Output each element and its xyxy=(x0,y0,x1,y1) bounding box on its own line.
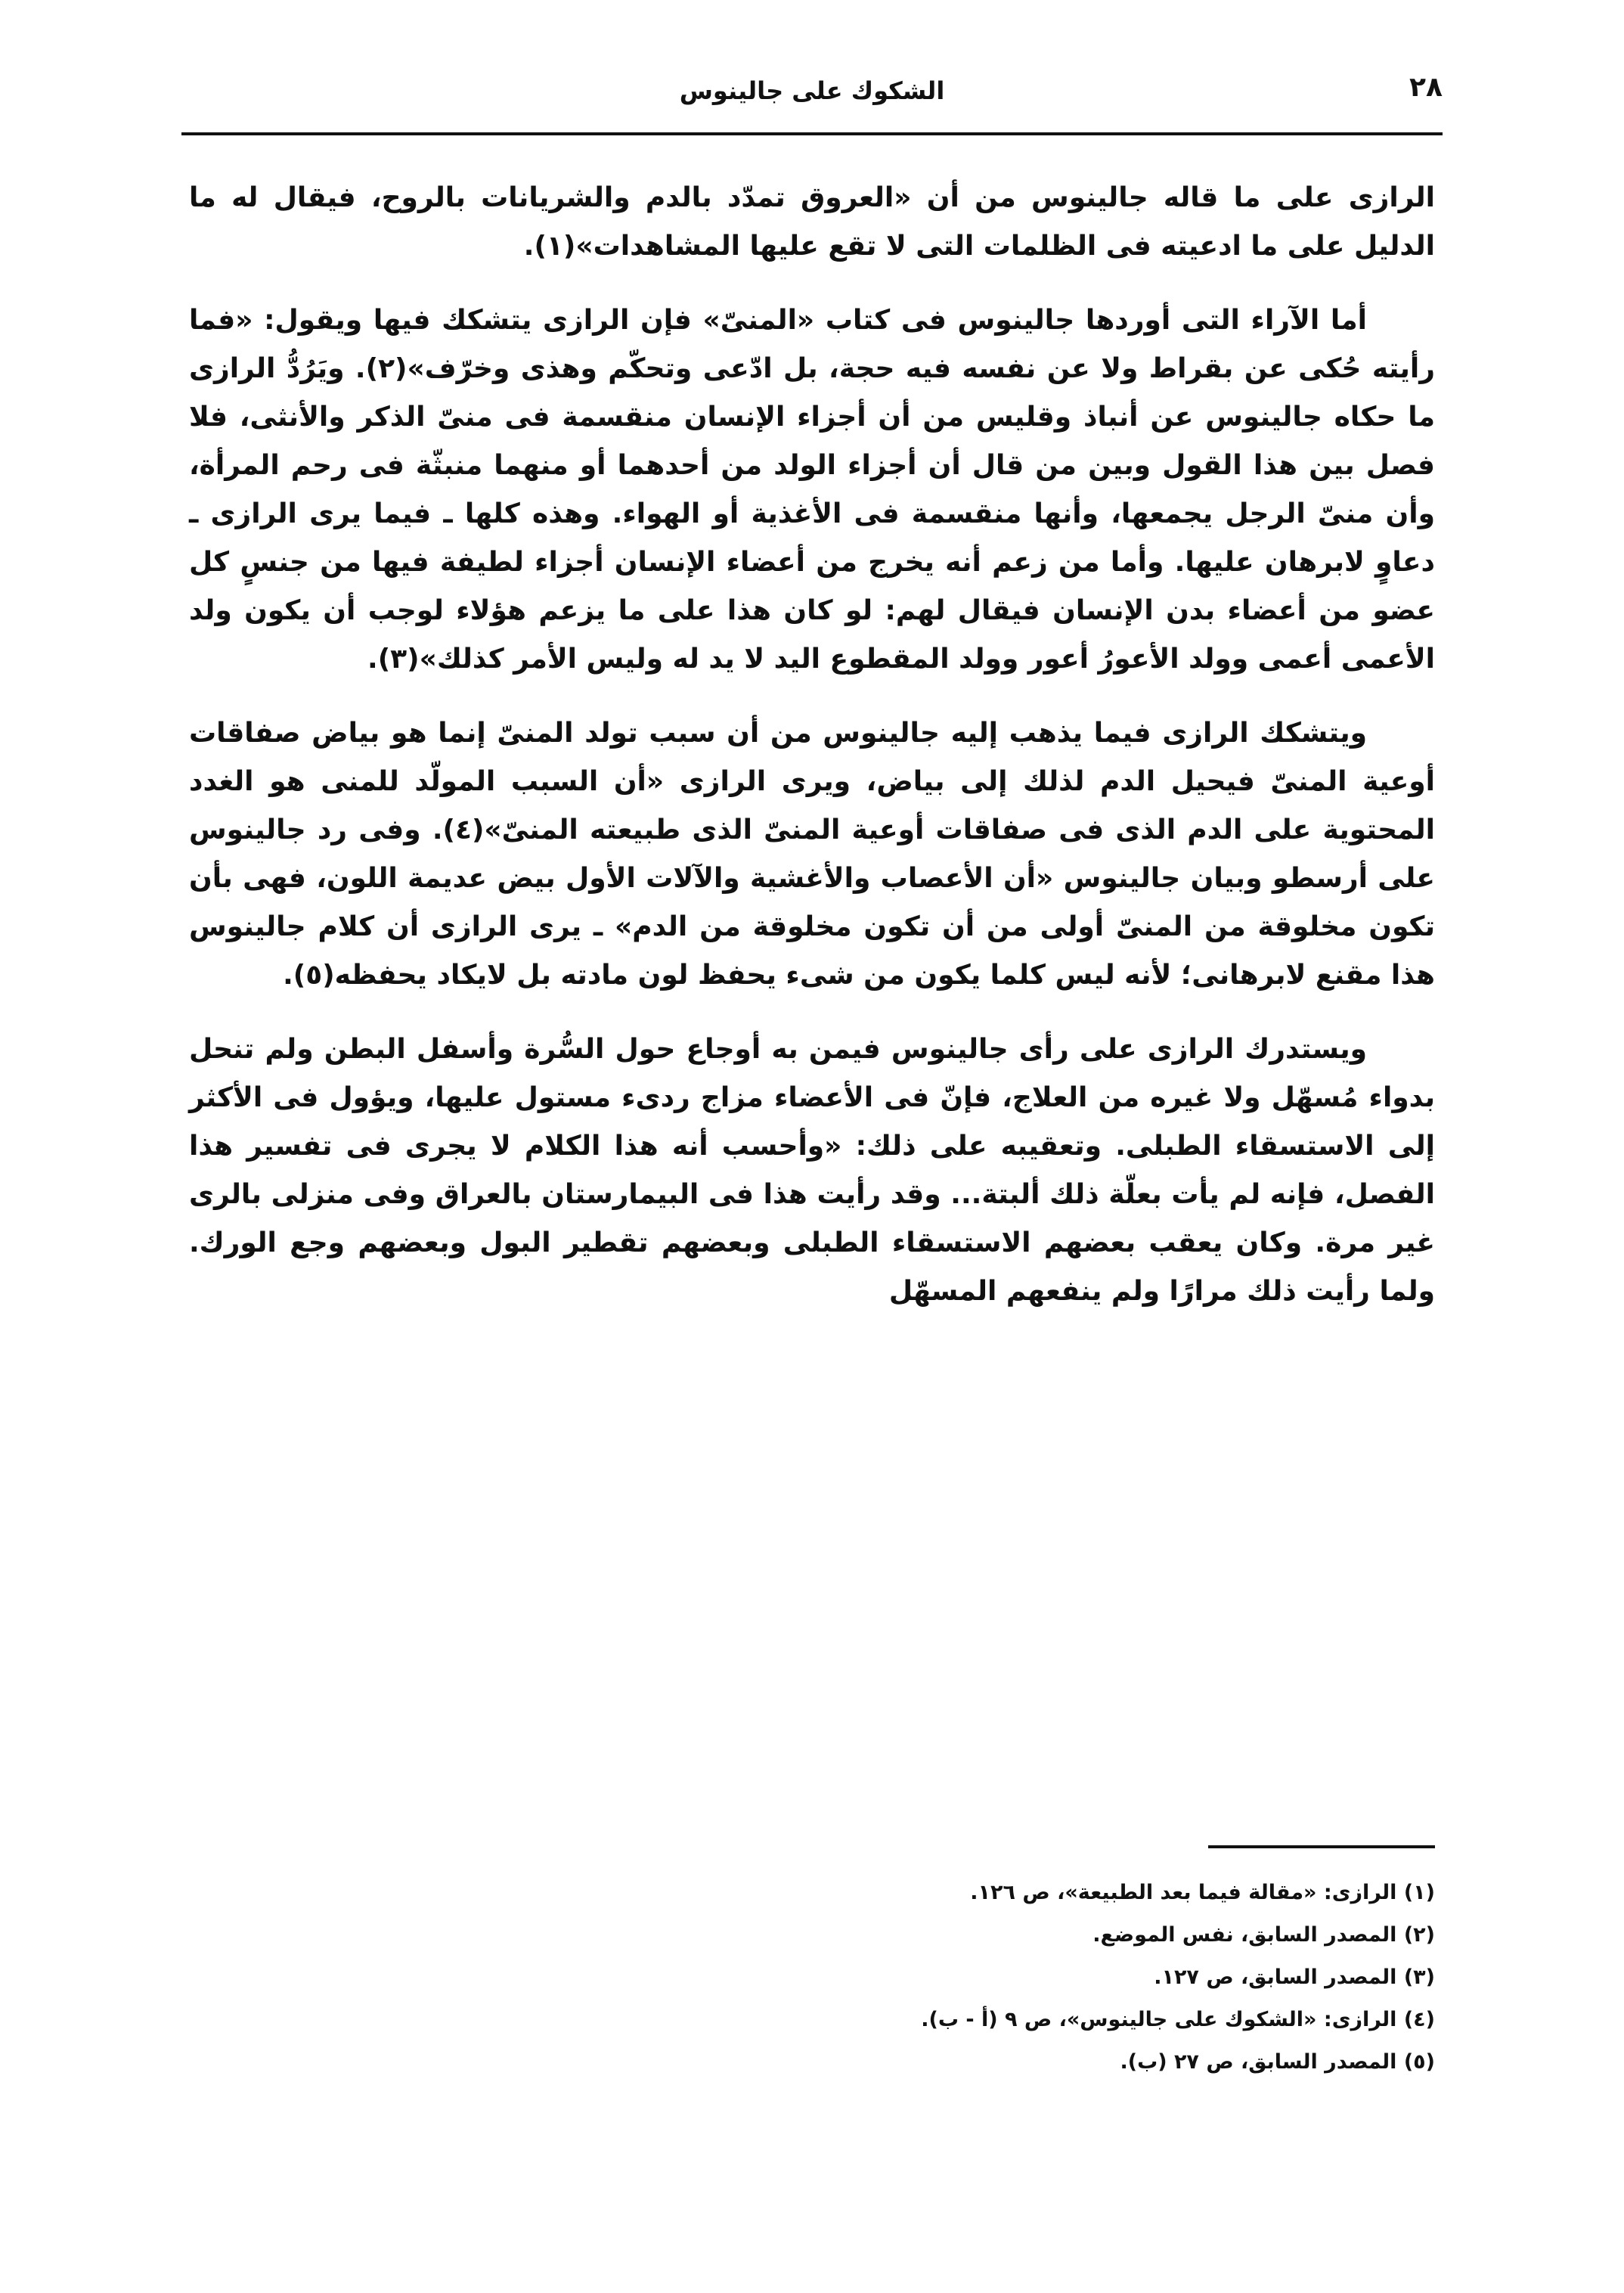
body-text xyxy=(189,174,1435,1342)
paragraph-1: الرازى على ما قاله جالينوس من أن «العروق تمدّد بالدم والشريانات بالروح، فيقال له ما الدليل على ما ادعيته فى الظلمات التى لا تقع عليها المشاهدات»(١). xyxy=(189,182,1435,262)
footnote-1: (١) الرازى: «مقالة فيما بعد الطبيعة»، ص ١٢٦. xyxy=(970,1881,1435,1904)
footnote-4: (٤) الرازى: «الشكوك على جالينوس»، ص ٩ (أ - ب). xyxy=(921,2008,1435,2031)
footnotes xyxy=(189,1872,1435,2084)
footnote-divider xyxy=(1208,1845,1435,1848)
paragraph-4: ويستدرك الرازى على رأى جالينوس فيمن به أوجاع حول السُّرة وأسفل البطن ولم تنحل بدواء مُسهّل ولا غيره من العلاج، فإنّ فى الأعضاء مزاج ردىء مستول عليها، ويؤول فى الأكثر إلى الاستسقاء الطبلى. وتعقيبه على ذلك: «وأحسب أنه هذا الكلام لا يجرى فى تفسير هذا الفصل، فإنه لم يأت بعلّة ذلك ألبتة... وقد رأيت هذا فى البيمارستان بالعراق وفى منزلى بالرى غير مرة. وكان يعقب بعضهم الاستسقاء الطبلى وبعضهم تقطير البول وبعضهم وجع الورك. ولما رأيت ذلك مرارًا ولم ينفعهم المسهّل xyxy=(189,1034,1435,1307)
running-title: الشكوك على جالينوس xyxy=(679,76,945,105)
paragraph-2: أما الآراء التى أوردها جالينوس فى كتاب «المنىّ» فإن الرازى يتشكك فيها ويقول: «فما رأيته حُكى عن بقراط ولا عن نفسه فيه حجة، بل ادّعى وتحكّم وهذى وخرّف»(٢). ويَرُدُّ الرازى ما حكاه جالينوس عن أنباذ وقليس من أن أجزاء الإنسان منقسمة فى منىّ الذكر والأنثى، فلا فصل بين هذا القول وبين من قال أن أجزاء الولد من أحدهما أو منهما منبثّة فى رحم المرأة، وأن منىّ الرجل يجمعها، وأنها منقسمة فى الأغذية أو الهواء. وهذه كلها ـ فيما يرى الرازى ـ دعاوٍ لابرهان عليها. وأما من زعم أنه يخرج من أعضاء الإنسان أجزاء لطيفة فيها من جنسٍ كل عضو من أعضاء بدن الإنسان فيقال لهم: لو كان هذا على ما يزعم هؤلاء لوجب أن يكون ولد الأعمى أعمى وولد الأعورُ أعور وولد المقطوع اليد لا يد له وليس الأمر كذلك»(٣). xyxy=(189,305,1435,675)
page-header xyxy=(181,72,1443,135)
footnote-3: (٣) المصدر السابق، ص ١٢٧. xyxy=(1154,1966,1435,1989)
footnote-5: (٥) المصدر السابق، ص ٢٧ (ب). xyxy=(1120,2050,1435,2074)
page-number: ٢٨ xyxy=(1409,72,1443,103)
paragraph-3: ويتشكك الرازى فيما يذهب إليه جالينوس من أن سبب تولد المنىّ إنما هو بياض صفاقات أوعية المنىّ فيحيل الدم لذلك إلى بياض، ويرى الرازى «أن السبب المولّد للمنى هو الغدد المحتوية على الدم الذى فى صفاقات أوعية المنىّ الذى طبيعته المنىّ»(٤). وفى رد جالينوس على أرسطو وبيان جالينوس «أن الأعصاب والأغشية والآلات الأول بيض عديمة اللون، فهى بأن تكون مخلوقة من المنىّ أولى من أن تكون مخلوقة من الدم» ـ يرى الرازى أن كلام جالينوس هذا مقنع لابرهانى؛ لأنه ليس كلما يكون من شىء يحفظ لون مادته بل لايكاد يحفظه(٥). xyxy=(189,718,1436,991)
footnote-2: (٢) المصدر السابق، نفس الموضع. xyxy=(1092,1923,1435,1947)
